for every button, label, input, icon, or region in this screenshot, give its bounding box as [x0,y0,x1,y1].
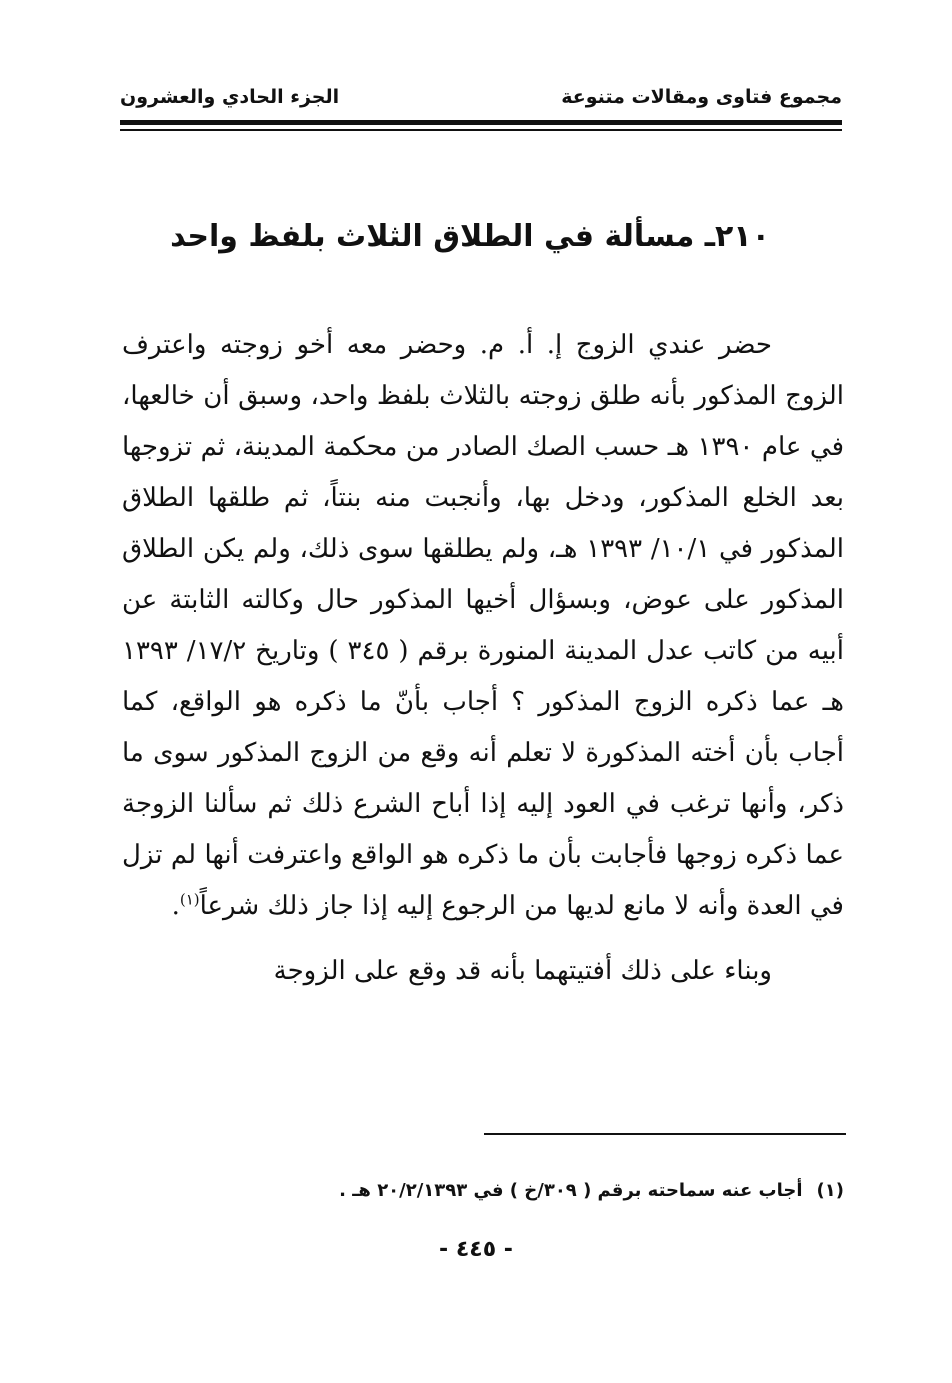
footnote-text: أجاب عنه سماحته برقم ( ٣٠٩/خ ) في ٢٠/٢/١٣٩٣ هـ . [339,1180,803,1201]
footnote-number: (١) [816,1180,844,1201]
footnote [122,1176,844,1206]
article-body [122,320,844,997]
paragraph-text: وبناء على ذلك أفتيتهما بأنه قد وقع على الزوجة [273,956,772,986]
running-header [120,86,842,118]
footnote-separator [484,1133,846,1135]
article-title: ٢١٠ـ مسألة في الطلاق الثلاث بلفظ واحد [170,219,770,254]
header-book-title: مجموع فتاوى ومقالات متنوعة [561,86,842,108]
paragraph-text: حضر عندي الزوج إ. أ. م. وحضر معه أخو زوجته واعترف الزوج المذكور بأنه طلق زوجته بالثلاث بلفظ واحد، وسبق أن خالعها، في عام ١٣٩٠ هـ حسب الصك الصادر من محكمة المدينة، ثم تزوجها بعد الخلع المذكور، ودخل بها، وأنجبت منه بنتاً، ثم طلقها الطلاق المذكور في ١٠/١/ ١٣٩٣ هـ، ولم يطلقها سوى ذلك، ولم يكن الطلاق المذكور على عوض، وبسؤال أخيها المذكور حال وكالته الثابتة عن أبيه من كاتب عدل المدينة المنورة برقم ( ٣٤٥ ) وتاريخ ١٧/٢/ ١٣٩٣ هـ عما ذكره الزوج المذكور ؟ أجاب بأنّ ما ذكره هو الواقع، كما أجاب بأن أخته المذكورة لا تعلم أنه وقع من الزوج المذكور سوى ما ذكر، وأنها ترغب في العود إليه إذا أباح الشرع ذلك ثم سألنا الزوجة عما ذكره زوجها فأجابت بأن ما ذكره هو الواقع واعترفت أنها لم تزل في العدة وأنه لا مانع لديها من الرجوع إليه إذا جاز ذلك شرعاً [122,330,845,921]
header-volume-title: الجزء الحادي والعشرون [120,86,340,108]
body-paragraph [122,320,844,932]
page-number: - ٤٤٥ - [439,1237,513,1262]
body-paragraph [122,946,844,997]
header-rule-thick [120,120,842,125]
header-rule-thin [120,129,842,131]
paragraph-end-mark: . [171,891,180,921]
footnote-reference: (١) [179,890,200,909]
